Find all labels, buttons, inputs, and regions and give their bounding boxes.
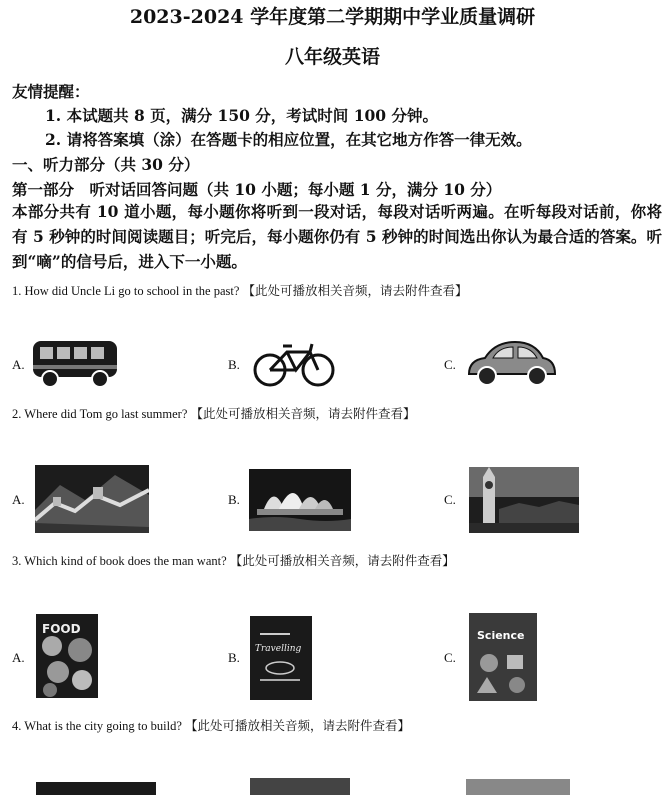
q4-image-c-partial: [466, 779, 570, 795]
car-icon: [463, 336, 559, 388]
q4-image-b-partial: [250, 778, 350, 795]
bicycle-icon: [252, 342, 336, 388]
question-4: 4. What is the city going to build? 【此处可播放相关音频，请去附件查看】: [12, 719, 411, 733]
question-1: 1. How did Uncle Li go to school in the past? 【此处可播放相关音频，请去附件查看】: [12, 284, 468, 298]
food-book-title: FOOD: [42, 622, 81, 636]
great-wall-photo: [35, 465, 149, 533]
sydney-opera-house-photo: [249, 469, 351, 531]
travelling-book-cover: [250, 616, 312, 700]
instructions: 本部分共有 10 道小题，每小题你将听到一段对话，每段对话听两遍。在听每段对话前，你将有 5 秒钟的时间阅读题目；听完后，每小题你仍有 5 秒钟的时间选出你认为最合适的答案。听到“嘀”的信号后，进入下一小题。: [12, 202, 662, 271]
science-book-title: Science: [477, 629, 525, 642]
big-ben-photo: [469, 467, 579, 533]
q3-option-a-label: A.: [12, 650, 25, 665]
travelling-book-title: Travelling: [255, 644, 302, 654]
q3-option-b-label: B.: [228, 650, 240, 665]
q1-option-b-label: B.: [228, 357, 240, 372]
question-2: 2. Where did Tom go last summer? 【此处可播放相关音频，请去附件查看】: [12, 407, 416, 421]
q1-option-c-label: C.: [444, 357, 456, 372]
q2-option-b-label: B.: [228, 492, 240, 507]
science-book-cover: [469, 613, 537, 701]
part-title: 第一部分 听对话回答问题（共 10 小题；每小题 1 分，满分 10 分）: [12, 180, 502, 199]
question-3: 3. Which kind of book does the man want? 【此处可播放相关音频，请去附件查看】: [12, 554, 455, 568]
q2-option-c-label: C.: [444, 492, 456, 507]
section-title: 一、听力部分（共 30 分）: [12, 155, 200, 174]
food-book-cover: [36, 614, 98, 698]
q1-option-a-label: A.: [12, 357, 25, 372]
notice-heading: 友情提醒：: [12, 82, 90, 101]
page-title: 2023-2024 学年度第二学期期中学业质量调研: [129, 6, 536, 28]
notice-item-1: 1. 本试题共 8 页，满分 150 分，考试时间 100 分钟。: [45, 106, 438, 125]
q4-image-a-partial: [36, 782, 156, 795]
q2-option-a-label: A.: [12, 492, 25, 507]
q3-option-c-label: C.: [444, 650, 456, 665]
notice-item-2: 2. 请将答案填（涂）在答题卡的相应位置，在其它地方作答一律无效。: [45, 130, 532, 149]
bus-icon: [30, 337, 120, 389]
page-subtitle: 八年级英语: [284, 46, 380, 68]
